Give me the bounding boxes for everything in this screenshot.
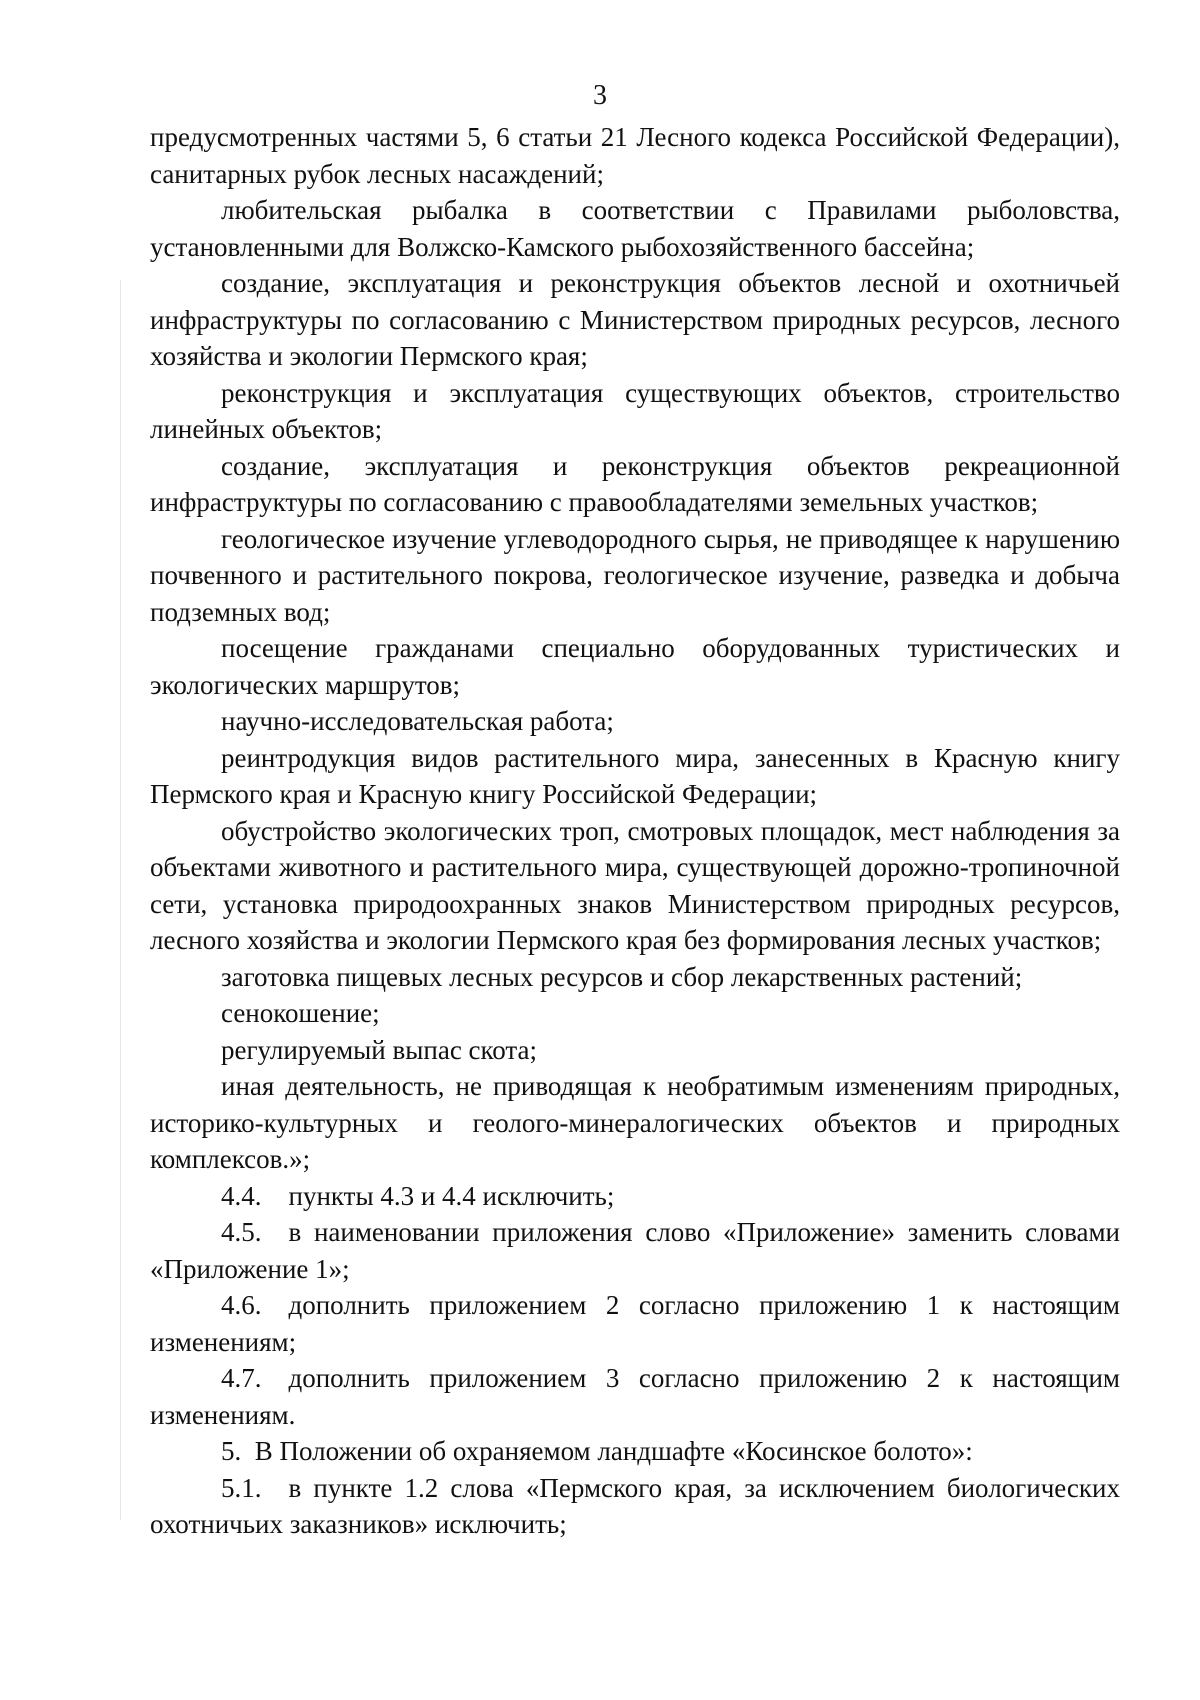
paragraph: регулируемый выпас скота; — [221, 1034, 538, 1065]
paragraph: посещение гражданами специально оборудованных туристических и экологических маршрутов; — [150, 633, 1120, 700]
document-body — [150, 119, 1120, 1543]
paragraph: реинтродукция видов растительного мира, занесенных в Красную книгу Пермского края и Красную книгу Российской Федерации; — [150, 742, 1120, 809]
paragraph: реконструкция и эксплуатация существующих объектов, строительство линейных объектов; — [150, 377, 1120, 444]
paragraph: научно-исследовательская работа; — [221, 706, 614, 736]
paragraph: предусмотренных частями 5, 6 статьи 21 Лесного кодекса Российской Федерации), санитарных рубок лесных насаждений; — [150, 122, 1120, 189]
paragraph: 4.7. дополнить приложением 3 согласно приложению 2 к настоящим изменениям. — [150, 1363, 1120, 1430]
paragraph: создание, эксплуатация и реконструкция объектов рекреационной инфраструктуры по согласованию с правообладателями земельных участков; — [150, 450, 1120, 517]
scan-edge-line — [120, 280, 121, 1520]
paragraph: 5. В Положении об охраняемом ландшафте «Косинское болото»: — [221, 1436, 973, 1466]
page-number: 3 — [593, 80, 607, 111]
paragraph: 4.5. в наименовании приложения слово «Приложение» заменить словами «Приложение 1»; — [150, 1217, 1120, 1284]
paragraph: обустройство экологических троп, смотровых площадок, мест наблюдения за объектами животного и растительного мира, существующей дорожно-тропиночной сети, установка природоохранных знаков Министерством природных ресурсов, лесного хозяйства и экологии Пермского края без формирования лесных участков; — [150, 815, 1120, 955]
paragraph: 4.6. дополнить приложением 2 согласно приложению 1 к настоящим изменениям; — [150, 1290, 1120, 1357]
paragraph: иная деятельность, не приводящая к необратимым изменениям природных, историко-культурных и геолого-минералогических объектов и природных комплексов.»; — [150, 1071, 1120, 1174]
paragraph: сенокошение; — [221, 998, 380, 1028]
paragraph: 5.1. в пункте 1.2 слова «Пермского края, за исключением биологических охотничьих заказников» исключить; — [150, 1472, 1120, 1539]
paragraph: заготовка пищевых лесных ресурсов и сбор лекарственных растений; — [221, 961, 1023, 992]
paragraph: 4.4. пункты 4.3 и 4.4 исключить; — [221, 1180, 615, 1211]
paragraph: создание, эксплуатация и реконструкция объектов лесной и охотничьей инфраструктуры по согласованию с Министерством природных ресурсов, лесного хозяйства и экологии Пермского края; — [150, 268, 1120, 371]
paragraph: любительская рыбалка в соответствии с Правилами рыболовства, установленными для Волжско-Камского рыбохозяйственного бассейна; — [150, 195, 1120, 262]
paragraph: геологическое изучение углеводородного сырья, не приводящее к нарушению почвенного и растительного покрова, геологическое изучение, разведка и добыча подземных вод; — [150, 523, 1120, 627]
